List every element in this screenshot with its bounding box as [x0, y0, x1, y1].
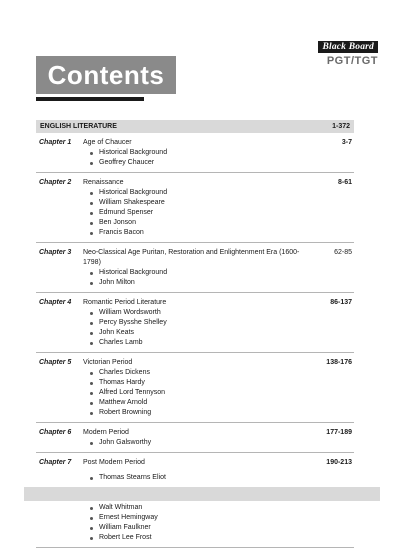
chapter-row: [36, 453, 354, 488]
list-item: Historical Background: [83, 148, 304, 158]
list-item: William Wordsworth: [83, 308, 304, 318]
list-item: Robert Lee Frost: [83, 533, 304, 543]
chapter-pages: 138-176: [326, 359, 352, 366]
list-item: Thomas Hardy: [83, 378, 304, 388]
list-item: Francis Bacon: [83, 228, 304, 238]
list-item: Ernest Hemingway: [83, 513, 304, 523]
list-item: Charles Dickens: [83, 368, 304, 378]
chapter-title: Victorian Period: [83, 359, 133, 366]
list-item: William Faulkner: [83, 523, 304, 533]
chapter-pages: 86-137: [330, 299, 352, 306]
list-item: Edmund Spenser: [83, 208, 304, 218]
list-item: John Keats: [83, 328, 304, 338]
chapter-pages: 3-7: [341, 139, 352, 146]
chapter-title: Romantic Period Literature: [83, 299, 167, 306]
list-item: Historical Background: [83, 188, 304, 198]
chapter-label: Chapter 4: [39, 299, 72, 306]
chapter-label: Chapter 5: [39, 359, 72, 366]
chapter-label: Chapter 6: [39, 429, 72, 436]
chapter-pages: 8-61: [337, 179, 352, 186]
list-item: William Shakespeare: [83, 198, 304, 208]
footer-bar: [24, 487, 380, 501]
section-pages: 1-372: [332, 123, 350, 130]
list-item: Historical Background: [83, 268, 304, 278]
chapter-label: Chapter 1: [39, 139, 72, 146]
title-underline: [36, 97, 144, 101]
section-header: [36, 120, 354, 133]
list-item: Geoffrey Chaucer: [83, 158, 304, 168]
list-item: Percy Bysshe Shelley: [83, 318, 304, 328]
brand-name: Black Board: [318, 41, 378, 53]
list-item: Thomas Stearns Eliot: [83, 473, 304, 483]
list-item: Ben Jonson: [83, 218, 304, 228]
list-item: Walt Whitman: [83, 503, 304, 513]
list-item: Charles Lamb: [83, 338, 304, 348]
list-item: John Milton: [83, 278, 304, 288]
chapter-label: Chapter 3: [39, 249, 72, 256]
list-item: Matthew Arnold: [83, 398, 304, 408]
page-title: Contents: [36, 56, 176, 94]
chapter-row: [36, 293, 354, 353]
chapter-row: [36, 353, 354, 423]
section-title: ENGLISH LITERATURE: [40, 123, 117, 130]
brand-subtitle: PGT/TGT: [326, 55, 378, 67]
list-item: Robert Browning: [83, 408, 304, 418]
chapter-row: [36, 173, 354, 243]
chapter-title: Neo-Classical Age Puritan, Restoration and Enlightenment Era (1600-1798): [83, 249, 300, 266]
chapter-row: [36, 243, 354, 293]
brand-logo: [318, 36, 378, 67]
chapter-title: Age of Chaucer: [83, 139, 132, 146]
list-item: John Galsworthy: [83, 438, 304, 448]
chapter-label: Chapter 7: [39, 459, 72, 466]
chapter-pages: 190-213: [326, 459, 352, 466]
chapter-row: [36, 423, 354, 453]
chapter-pages: 177-189: [326, 429, 352, 436]
chapter-row: [36, 133, 354, 173]
chapter-label: Chapter 2: [39, 179, 72, 186]
chapter-title: Post Modern Period: [83, 459, 145, 466]
chapter-title: Renaissance: [83, 179, 124, 186]
list-item: Alfred Lord Tennyson: [83, 388, 304, 398]
chapter-pages: 62-85: [334, 249, 352, 256]
table-of-contents: [36, 120, 354, 548]
chapter-title: Modern Period: [83, 429, 129, 436]
